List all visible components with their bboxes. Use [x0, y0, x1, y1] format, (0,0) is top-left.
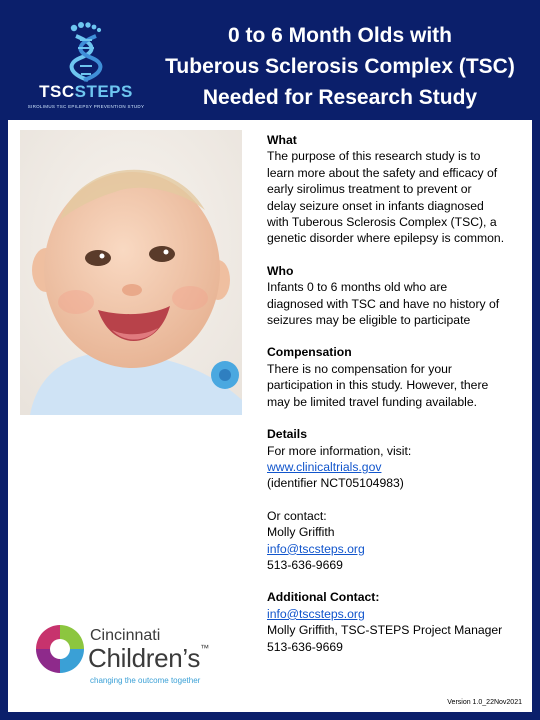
trial-identifier: (identifier NCT05104983): [267, 476, 404, 491]
section-heading: What: [267, 133, 297, 147]
contact-email-link[interactable]: info@tscsteps.org: [267, 541, 365, 556]
contact-label: Or contact:: [267, 508, 327, 523]
title-line: Tuberous Sclerosis Complex (TSC): [165, 55, 515, 78]
contact-phone: 513-636-9669: [267, 557, 343, 572]
section-heading: Additional Contact:: [267, 590, 380, 605]
info-text: [267, 132, 525, 671]
paragraph-line: learn more about the safety and efficacy of: [267, 165, 498, 180]
trademark-symbol: ™: [200, 643, 209, 653]
additional-email-link[interactable]: info@tscsteps.org: [267, 606, 365, 621]
paragraph-line: with Tuberous Sclerosis Complex (TSC), a: [267, 215, 497, 230]
cch-name-text: Children’s: [88, 643, 201, 673]
baby-photo: [20, 130, 242, 415]
tsc-steps-logo: [26, 18, 146, 114]
logo-subtext: SIROLIMUS TSC EPILEPSY PREVENTION STUDY: [27, 104, 145, 109]
content-panel: [8, 120, 532, 712]
logo-text-steps: STEPS: [74, 82, 133, 101]
logo-wordmark: [26, 82, 146, 102]
additional-phone: 513-636-9669: [267, 639, 343, 654]
section-heading: Compensation: [267, 345, 352, 360]
cincinnati-childrens-mark-icon: [30, 619, 90, 689]
section-who: [267, 263, 525, 329]
section-what: [267, 132, 525, 247]
paragraph-line: There is no compensation for your: [267, 361, 452, 376]
section-details: [267, 426, 525, 573]
logo-text-tsc: TSC: [39, 82, 75, 101]
cch-name-line1: Cincinnati: [90, 627, 161, 644]
version-label: Version 1.0_22Nov2021: [447, 699, 522, 706]
paragraph-line: seizures may be eligible to participate: [267, 313, 471, 328]
footprint-dna-icon: [26, 18, 146, 82]
page-title: [160, 20, 520, 113]
details-intro: For more information, visit:: [267, 443, 412, 458]
title-line: 0 to 6 Month Olds with: [228, 24, 452, 47]
paragraph-line: participation in this study. However, there: [267, 378, 489, 393]
section-compensation: [267, 344, 525, 410]
paragraph-line: early sirolimus treatment to prevent or: [267, 182, 472, 197]
clinicaltrials-link[interactable]: www.clinicaltrials.gov: [267, 459, 382, 474]
section-heading: Who: [267, 263, 294, 278]
header: [0, 0, 540, 120]
cch-tagline: changing the outcome together: [90, 676, 201, 685]
cincinnati-childrens-logo: [30, 615, 240, 695]
additional-name-role: Molly Griffith, TSC-STEPS Project Manager: [267, 623, 503, 638]
paragraph-line: The purpose of this research study is to: [267, 149, 481, 164]
paragraph-line: diagnosed with TSC and have no history of: [267, 296, 500, 311]
section-heading: Details: [267, 427, 307, 442]
cch-name-line2: [88, 643, 209, 674]
title-line: Needed for Research Study: [202, 86, 478, 109]
paragraph-line: genetic disorder where epilepsy is common.: [267, 231, 505, 246]
smiling-baby-image: [20, 130, 242, 415]
paragraph-line: delay seizure onset in infants diagnosed: [267, 198, 484, 213]
paragraph-line: Infants 0 to 6 months old who are: [267, 280, 448, 295]
section-additional-contact: [267, 589, 525, 655]
contact-name: Molly Griffith: [267, 525, 335, 540]
paragraph-line: may be limited travel funding available.: [267, 394, 478, 409]
